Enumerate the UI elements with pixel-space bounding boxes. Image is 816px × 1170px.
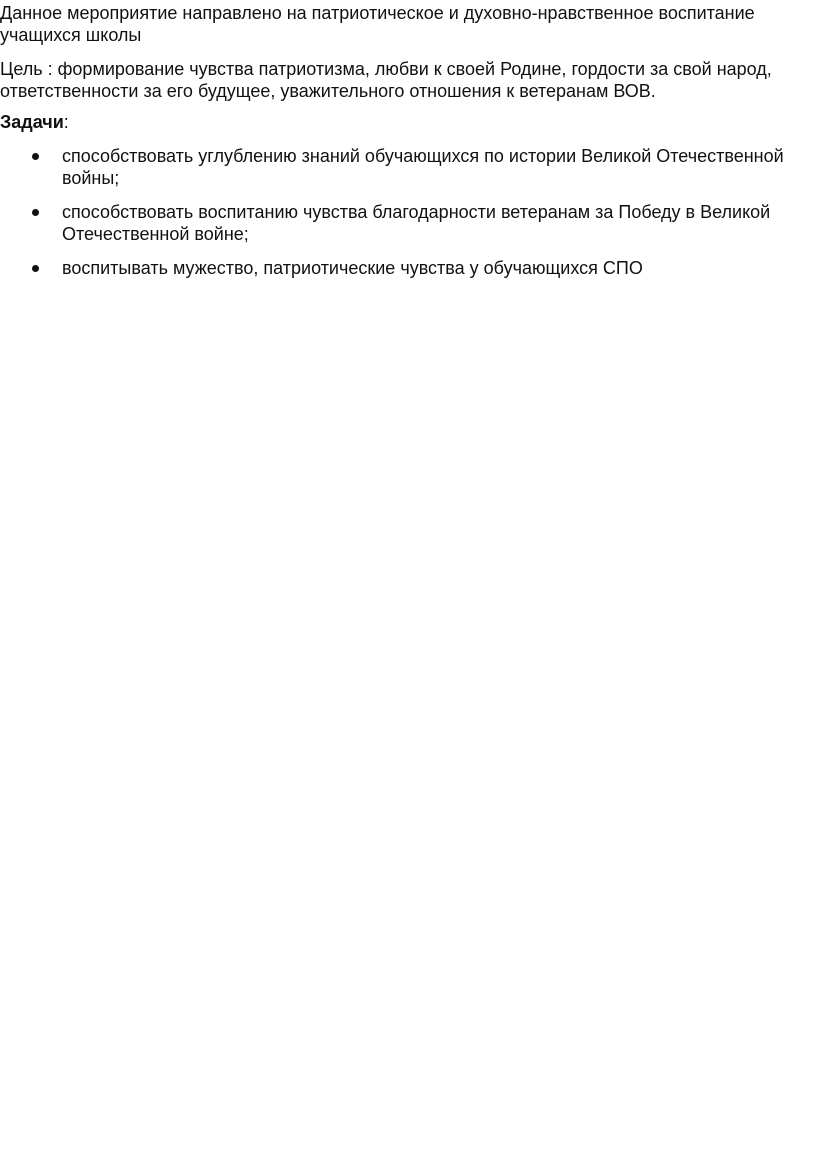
list-item [0, 257, 816, 279]
task-text: способствовать углублению знаний обучающихся по истории Великой Отечественной войны; [62, 146, 784, 188]
bullet-icon [32, 153, 39, 160]
list-item [0, 201, 816, 245]
goal-paragraph: Цель : формирование чувства патриотизма, любви к своей Родине, гордости за свой народ, ответственности за его будущее, уважительного отношения к ветеранам ВОВ. [0, 59, 772, 101]
intro-paragraph: Данное мероприятие направлено на патриотическое и духовно-нравственное воспитание учащихся школы [0, 3, 755, 45]
task-text: воспитывать мужество, патриотические чувства у обучающихся СПО [62, 258, 643, 278]
tasks-heading-label: Задачи [0, 112, 64, 132]
tasks-list [0, 145, 816, 291]
task-text: способствовать воспитанию чувства благодарности ветеранам за Победу в Великой Отечественной войне; [62, 202, 771, 244]
bullet-icon [32, 265, 39, 272]
bullet-icon [32, 209, 39, 216]
tasks-heading-colon: : [63, 112, 69, 132]
list-item [0, 145, 816, 189]
tasks-heading [0, 111, 816, 133]
